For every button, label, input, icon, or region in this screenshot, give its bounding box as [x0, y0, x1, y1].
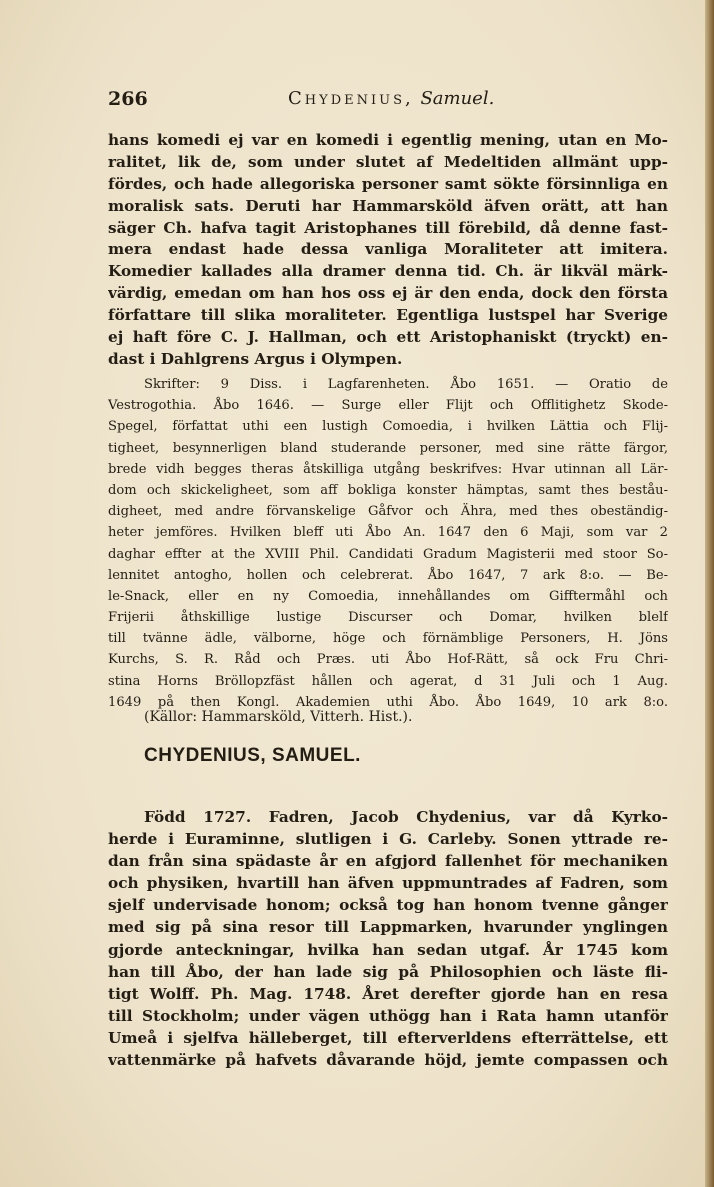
- text-line: sjelf undervisade honom; också tog han honom tvenne gånger: [108, 896, 668, 915]
- text-line: han till Åbo, der han lade sig på Philosophien och läste fli-: [108, 962, 668, 981]
- paragraph-continuation: [108, 130, 668, 371]
- page-number: 266: [108, 88, 148, 110]
- entry-heading: CHYDENIUS, SAMUEL.: [144, 745, 361, 766]
- text-line: Spegel, författat uthi een lustigh Comoedia, i hvilken Lättia och Flij-: [108, 419, 668, 435]
- page-header: [108, 88, 668, 118]
- text-line: säger Ch. hafva tagit Aristophanes till förebild, då denne fast-: [108, 218, 668, 237]
- running-head-name: Chydenius,: [288, 88, 414, 109]
- text-line: digheet, med andre förvanskelige Gåfvor och Ähra, med thes obeständig-: [108, 504, 668, 520]
- text-line: dast i Dahlgrens Argus i Olympen.: [108, 349, 403, 368]
- sources-line: (Källor: Hammarsköld, Vitterh. Hist.).: [144, 709, 413, 725]
- text-line: 1649 på then Kongl. Akademien uthi Åbo. Åbo 1649, 10 ark 8:o.: [108, 694, 668, 710]
- text-line: till Stockholm; under vägen uthögg han i Rata hamn utanför: [108, 1006, 668, 1025]
- text-line: Kurchs, S. R. Råd och Præs. uti Åbo Hof-Rätt, så ock Fru Chri-: [108, 652, 668, 668]
- text-line: Född 1727. Fadren, Jacob Chydenius, var då Kyrko-: [144, 808, 668, 826]
- text-line: dan från sina spädaste år en afgjord fallenhet för mechaniken: [108, 852, 668, 871]
- text-line: dom och skickeligheet, som aff bokliga konster hämptas, samt thes beståu-: [108, 482, 668, 498]
- text-line: heter jemföres. Hvilken bleff uti Åbo An. 1647 den 6 Maji, som var 2: [108, 525, 668, 541]
- text-line: moralisk sats. Deruti har Hammarsköld äfven orätt, att han: [108, 196, 668, 215]
- text-line: ralitet, lik de, som under slutet af Medeltiden allmänt upp-: [108, 152, 668, 171]
- text-line: hans komedi ej var en komedi i egentlig mening, utan en Mo-: [108, 131, 668, 149]
- text-line: och physiken, hvartill han äfven uppmuntrades af Fadren, som: [108, 874, 668, 893]
- text-line: tigt Wolff. Ph. Mag. 1748. Året derefter gjorde han en resa: [108, 984, 668, 1003]
- text-line: ej haft före C. J. Hallman, och ett Aristophaniskt (tryckt) en-: [108, 328, 668, 347]
- text-line: mera endast hade dessa vanliga Moraliteter att imitera.: [108, 240, 668, 259]
- text-line: herde i Euraminne, slutligen i G. Carleby. Sonen yttrade re-: [108, 830, 668, 849]
- text-line: gjorde anteckningar, hvilka han sedan utgaf. År 1745 kom: [108, 940, 668, 959]
- text-line: tigheet, besynnerligen bland studerande personer, med sine rätte färgor,: [108, 440, 668, 456]
- text-line: daghar effter at the XVIII Phil. Candidati Gradum Magisterii med stoor So-: [108, 546, 668, 562]
- text-line: le-Snack, eller en ny Comoedia, innehållandes om Gifftermåhl och: [108, 588, 668, 604]
- text-line: till tvänne ädle, välborne, höge och förnämblige Personers, H. Jöns: [108, 631, 668, 647]
- text-line: vattenmärke på hafvets dåvarande höjd, jemte compassen och: [108, 1051, 668, 1070]
- text-line: Frijerii åthskillige lustige Discurser och Domar, hvilken blelf: [108, 610, 668, 626]
- text-line: värdig, emedan om han hos oss ej är den enda, dock den första: [108, 284, 668, 303]
- text-line: brede vidh begges theras åtskilliga utgång beskrifves: Hvar utinnan all Lär-: [108, 461, 668, 477]
- text-line: Vestrogothia. Åbo 1646. — Surge eller Flijt och Offlitighetz Skode-: [108, 398, 668, 414]
- text-line: Komedier kallades alla dramer denna tid. Ch. är likväl märk-: [108, 262, 668, 281]
- writings-paragraph: [108, 374, 668, 713]
- text-line: författare till slika moraliteter. Egentliga lustspel har Sverige: [108, 306, 668, 325]
- text-line: fördes, och hade allegoriska personer samt sökte försinnliga en: [108, 174, 668, 193]
- text-line: Umeå i sjelfva hälleberget, till efterverldens efterrättelse, ett: [108, 1028, 668, 1047]
- running-head: [288, 88, 494, 109]
- text-line: stina Horns Bröllopzfäst hållen och agerat, d 31 Juli och 1 Aug.: [108, 673, 668, 689]
- text-line: lennitet antogho, hollen och celebrerat. Åbo 1647, 7 ark 8:o. — Be-: [108, 567, 668, 583]
- page-edge: [705, 0, 714, 1187]
- text-line: Skrifter: 9 Diss. i Lagfarenheten. Åbo 1651. — Oratio de: [144, 377, 668, 392]
- text-line: med sig på sina resor till Lappmarken, hvarunder ynglingen: [108, 918, 668, 937]
- running-head-first-name: Samuel.: [420, 88, 495, 109]
- biography-paragraph: [108, 806, 668, 1071]
